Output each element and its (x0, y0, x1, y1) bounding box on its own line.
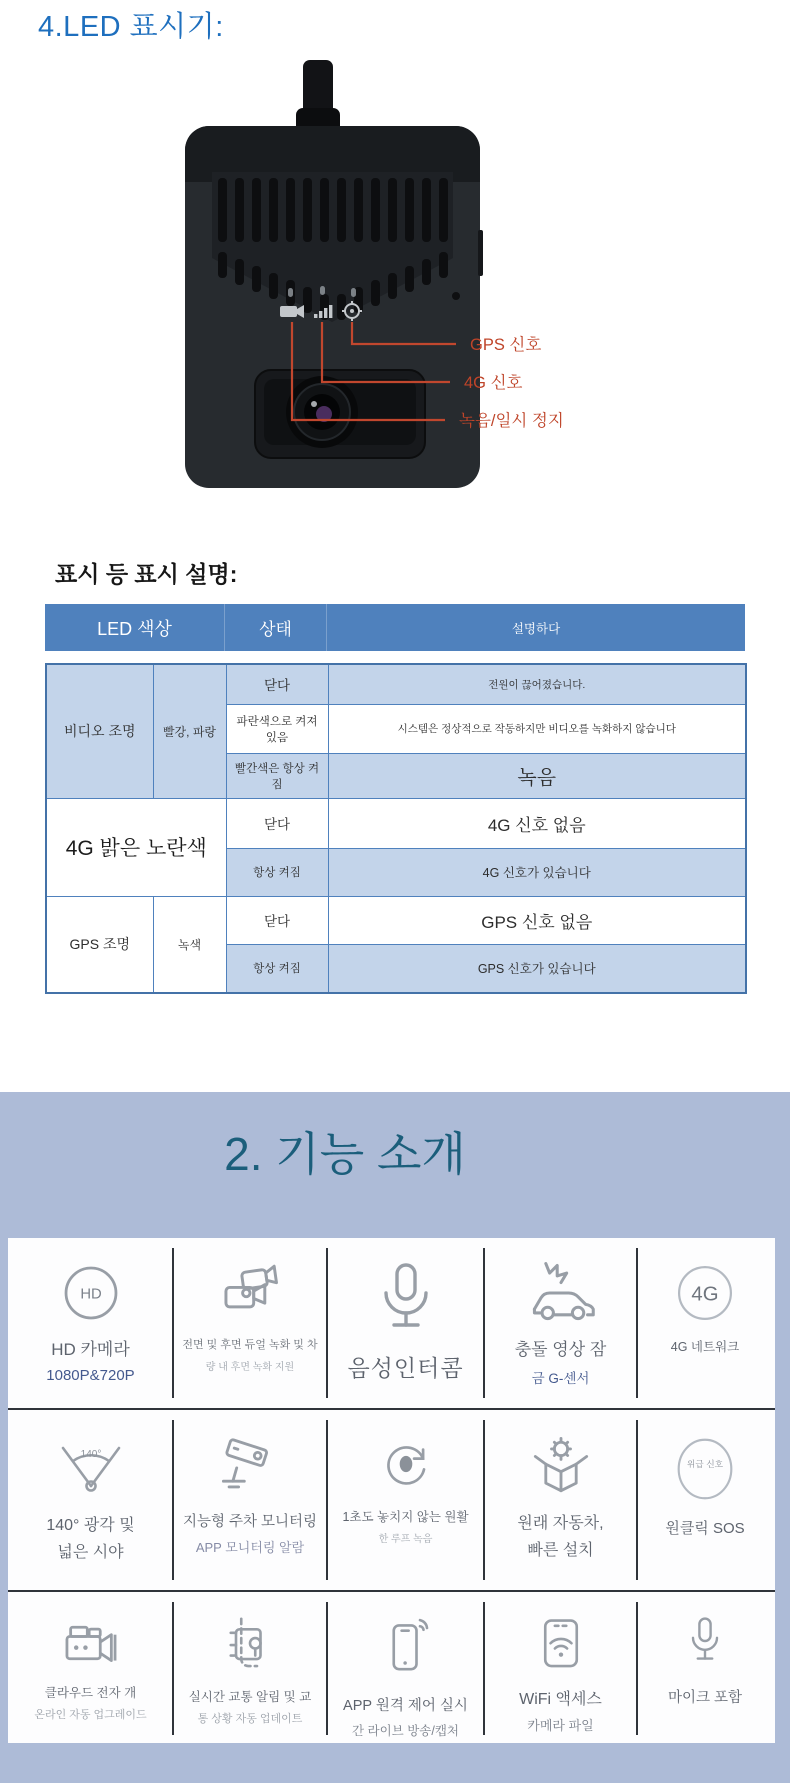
feature-easy-install (484, 1410, 637, 1590)
header-led-color: LED 색상 (45, 604, 225, 651)
feature-row (8, 1238, 775, 1410)
feature-sublabel: 통 상황 자동 업데이트 (197, 1713, 303, 1726)
feature-label: 전면 및 후면 듀얼 녹화 및 차 (182, 1339, 318, 1351)
header-state: 상태 (225, 604, 327, 651)
table-heading: 표시 등 표시 설명: (55, 561, 238, 587)
feature-traffic-update (173, 1592, 327, 1745)
feature-label: 마이크 포함 (667, 1690, 743, 1706)
feature-parking-monitoring (173, 1410, 327, 1590)
feature-dual-recording (173, 1238, 327, 1408)
device-lens-module (255, 370, 425, 458)
feature-grid (8, 1238, 775, 1743)
feature-label-line2: 넓은 시야 (57, 1544, 124, 1562)
desc-cell: 전원이 끊어졌습니다. (328, 664, 746, 704)
feature-label: APP 원격 제어 실시 (343, 1698, 468, 1714)
svg-text:4G: 4G (691, 1283, 719, 1306)
desc-cell: 녹음 (328, 753, 746, 798)
feature-label: 1초도 놓치지 않는 원활 (342, 1510, 469, 1524)
feature-4g-network (637, 1238, 773, 1408)
feature-microphone (637, 1592, 773, 1745)
group-color-cell: 녹색 (153, 896, 226, 993)
state-cell: 항상 켜짐 (226, 848, 328, 896)
feature-sublabel: 간 라이브 방송/캡처 (351, 1724, 460, 1739)
page-title: 4.LED 표시기: (38, 11, 224, 43)
led-status-table (45, 663, 747, 994)
feature-label: 원래 자동차, (517, 1515, 604, 1532)
feature-label: HD 카메라 (51, 1340, 130, 1359)
callout-label-gps: GPS 신호 (470, 336, 542, 354)
screw-dot (452, 292, 460, 300)
feature-cloud-upgrade (8, 1592, 173, 1745)
feature-label: 지능형 주차 모니터링 (182, 1514, 318, 1530)
header-description: 설명하다 (511, 621, 561, 636)
loop-recording-icon (370, 1428, 442, 1500)
feature-row (8, 1410, 775, 1592)
wide-angle-icon (51, 1428, 131, 1506)
feature-app-remote (327, 1592, 484, 1745)
easy-install-icon (523, 1428, 599, 1504)
feature-label: 클라우드 전자 개 (44, 1686, 137, 1700)
parking-monitoring-icon (212, 1428, 288, 1504)
feature-label: 충돌 영상 잠 (514, 1340, 607, 1359)
group-name-cell: 4G 밝은 노란색 (46, 798, 226, 896)
feature-label: 실시간 교통 알림 및 교 (188, 1690, 312, 1704)
feature-one-click-sos (637, 1410, 773, 1590)
desc-cell: GPS 신호가 있습니다 (328, 944, 746, 993)
app-remote-icon (371, 1610, 441, 1688)
state-cell: 파란색으로 켜져 있음 (226, 704, 328, 753)
dashcam-device-figure (140, 60, 600, 500)
svg-text:위급 신호: 위급 신호 (686, 1459, 724, 1470)
feature-row (8, 1592, 775, 1745)
traffic-update-icon (215, 1610, 285, 1680)
state-cell: 닫다 (226, 664, 328, 704)
group-color-cell: 빨강, 파랑 (153, 664, 226, 798)
feature-sublabel: APP 모니터링 알람 (195, 1540, 305, 1556)
voice-intercom-icon (366, 1256, 446, 1344)
callout-label-4g: 4G 신호 (464, 374, 523, 392)
svg-text:HD: HD (79, 1286, 102, 1303)
feature-wifi-access (484, 1592, 637, 1745)
state-cell: 닫다 (226, 896, 328, 944)
feature-collision-lock (484, 1238, 637, 1408)
feature-label-line2: 빠른 설치 (527, 1542, 594, 1560)
feature-loop-recording (327, 1410, 484, 1590)
feature-sublabel: 한 루프 녹음 (378, 1534, 433, 1546)
led-table-header (45, 604, 745, 651)
microphone-icon (673, 1610, 737, 1680)
desc-cell: GPS 신호 없음 (328, 896, 746, 944)
callout-label-record: 녹음/일시 정지 (459, 412, 564, 430)
4g-network-icon (668, 1256, 742, 1330)
cloud-upgrade-icon (54, 1610, 128, 1676)
collision-lock-icon (521, 1256, 601, 1330)
wifi-access-icon (526, 1610, 596, 1680)
feature-label: 음성인터콤 (347, 1355, 464, 1381)
group-name-cell: GPS 조명 (46, 896, 153, 993)
feature-voice-intercom (327, 1238, 484, 1408)
feature-label: WiFi 액세스 (519, 1691, 602, 1708)
group-name-cell: 비디오 조명 (46, 664, 153, 798)
feature-hd-camera (8, 1238, 173, 1408)
feature-label: 140° 광각 및 (46, 1517, 135, 1534)
state-cell: 닫다 (226, 798, 328, 848)
feature-sublabel: 금 G-센서 (531, 1370, 590, 1386)
one-click-sos-icon (666, 1428, 744, 1510)
desc-cell: 4G 신호가 있습니다 (328, 848, 746, 896)
feature-sublabel: 1080P&720P (46, 1366, 135, 1384)
section-title: 2. 기능 소개 (224, 1128, 466, 1180)
feature-label: 원클릭 SOS (665, 1520, 745, 1537)
desc-cell: 4G 신호 없음 (328, 798, 746, 848)
svg-text:140°: 140° (80, 1449, 101, 1460)
feature-sublabel: 온라인 자동 업그레이드 (34, 1709, 147, 1722)
feature-label: 4G 네트워크 (670, 1340, 740, 1354)
dual-recording-icon (213, 1256, 287, 1330)
hd-camera-icon (54, 1256, 128, 1330)
state-cell: 빨간색은 항상 켜짐 (226, 753, 328, 798)
desc-cell: 시스템은 정상적으로 작동하지만 비디오를 녹화하지 않습니다 (328, 704, 746, 753)
feature-sublabel: 카메라 파일 (527, 1718, 594, 1734)
state-cell: 항상 켜짐 (226, 944, 328, 993)
feature-wide-angle (8, 1410, 173, 1590)
feature-sublabel: 량 내 후면 녹화 지원 (205, 1361, 295, 1373)
